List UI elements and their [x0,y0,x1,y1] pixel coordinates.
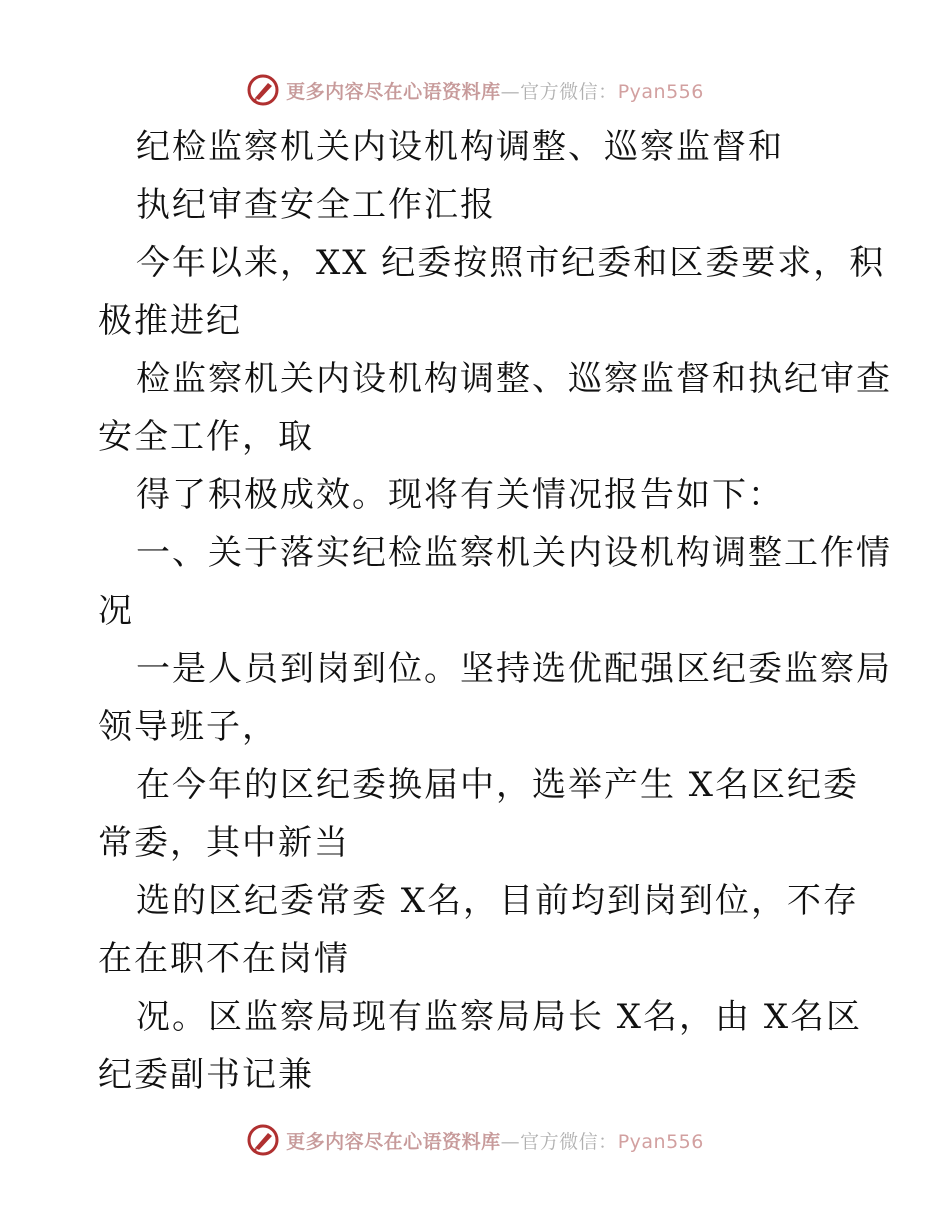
document-body [98,118,892,1104]
text-line: 领导班子， [98,707,278,747]
text-line: 一、关于落实纪检监察机关内设机构调整工作情 [136,533,892,573]
text-line: 况。区监察局现有监察局局长 X名，由 X名区 [136,997,863,1037]
watermark-text [286,77,704,104]
text-line: 常委，其中新当 [98,823,350,863]
watermark-id: Pyan556 [617,1130,704,1153]
watermark-text [286,1127,704,1154]
text-line: 检监察机关内设机构调整、巡察监督和执纪审查 [136,359,892,399]
text-line: 纪检监察机关内设机构调整、巡察监督和 [136,127,784,167]
text-line: 一是人员到岗到位。坚持选优配强区纪委监察局 [136,649,892,689]
text-line: 选的区纪委常委 X名，目前均到岗到位，不存 [136,881,860,921]
pen-logo-icon [246,1123,280,1157]
text-line: 执纪审查安全工作汇报 [136,185,496,225]
footer-watermark [0,1120,950,1160]
header-watermark [0,70,950,110]
text-line: 得了积极成效。现将有关情况报告如下： [136,475,784,515]
text-line: 纪委副书记兼 [98,1055,314,1095]
text-line: 安全工作，取 [98,417,314,457]
text-line: 极推进纪 [98,301,242,341]
watermark-id: Pyan556 [617,80,704,103]
text-line: 况 [98,591,134,631]
watermark-dash: — [500,80,521,103]
text-line: 在今年的区纪委换届中，选举产生 X名区纪委 [136,765,860,805]
watermark-brand: 更多内容尽在心语资料库 [286,1130,501,1153]
watermark-label: 官方微信： [520,80,618,103]
pen-logo-icon [246,73,280,107]
text-line: 今年以来，XX 纪委按照市纪委和区委要求，积 [136,243,886,283]
watermark-label: 官方微信： [520,1130,618,1153]
watermark-brand: 更多内容尽在心语资料库 [286,80,501,103]
watermark-dash: — [500,1130,521,1153]
text-line: 在在职不在岗情 [98,939,350,979]
